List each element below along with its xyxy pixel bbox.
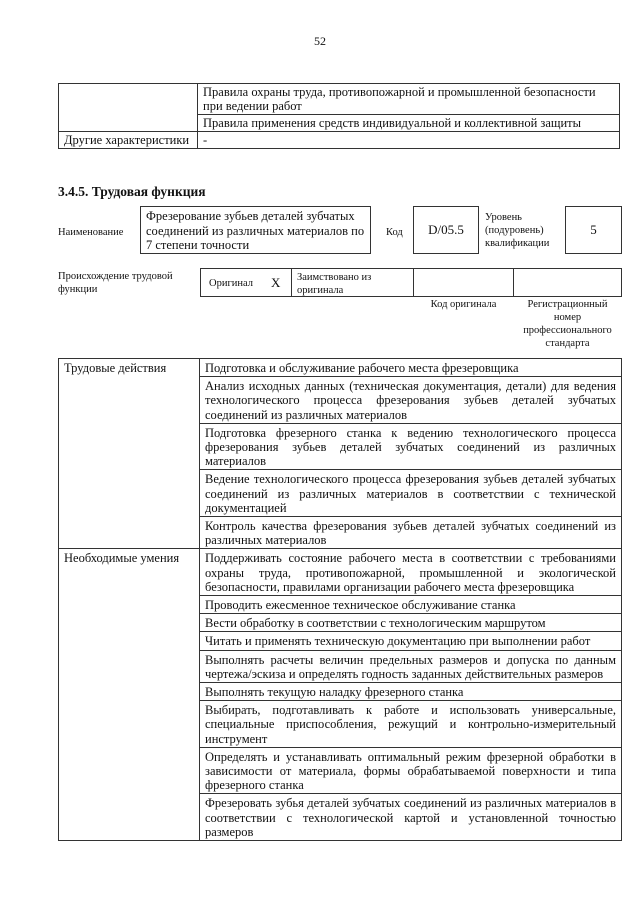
row-value: - xyxy=(198,132,620,149)
code-value: D/05.5 xyxy=(428,222,464,237)
original-label: Оригинал xyxy=(209,278,253,289)
level-box xyxy=(565,206,622,254)
table-row xyxy=(59,84,620,115)
row-value: Правила охраны труда, противопожарной и промышленной безопасности при ведении работ xyxy=(198,84,620,115)
origin-label: Происхождение трудовой функции xyxy=(58,271,173,295)
code-label: Код xyxy=(386,227,403,238)
labor-function-table xyxy=(58,358,622,841)
list-item: Определять и устанавливать оптимальный режим фрезерной обработки в зависимости от материала, формы обрабатываемой поверхности и типа фрезерного станка xyxy=(200,747,622,794)
list-item: Выполнять текущую наладку фрезерного станка xyxy=(200,683,622,701)
reg-number-box xyxy=(513,268,622,297)
table-row xyxy=(59,132,620,149)
list-item: Выполнять расчеты величин предельных размеров и допуска по данным чертежа/эскиза и определять годность заданных действительных размеров xyxy=(200,650,622,682)
row-label xyxy=(59,84,198,132)
page-number: 52 xyxy=(314,34,326,48)
row-label: Другие характеристики xyxy=(59,132,198,149)
level-value: 5 xyxy=(590,222,597,237)
borrowed-label: Заимствовано из оригинала xyxy=(297,272,372,296)
list-item: Контроль качества фрезерования зубьев деталей зубчатых соединений из различных материалов xyxy=(200,517,622,549)
table-row xyxy=(59,359,622,377)
section-title: 3.4.5. Трудовая функция xyxy=(58,184,206,199)
top-requirements-table xyxy=(58,83,620,149)
list-item: Поддерживать состояние рабочего места в соответствии с требованиями охраны труда, противопожарной, промышленной и экологической безопасности, правилами организации рабочего места фрезеровщика xyxy=(200,549,622,596)
function-name: Фрезерование зубьев деталей зубчатых соединений из различных материалов по 7 степени точности xyxy=(146,209,365,252)
list-item: Читать и применять техническую документацию при выполнении работ xyxy=(200,632,622,650)
group-label: Трудовые действия xyxy=(59,359,200,549)
code-box xyxy=(413,206,479,254)
list-item: Проводить ежесменное техническое обслуживание станка xyxy=(200,596,622,614)
name-label: Наименование xyxy=(58,227,124,238)
group-label: Необходимые умения xyxy=(59,549,200,841)
original-box xyxy=(200,268,292,297)
original-mark: X xyxy=(271,275,281,290)
code-original-box xyxy=(413,268,514,297)
list-item: Выбирать, подготавливать к работе и использовать универсальные, специальные приспособления, режущий и контрольно-измерительный инструмент xyxy=(200,701,622,748)
function-name-box xyxy=(140,206,371,254)
list-item: Вести обработку в соответствии с технологическим маршрутом xyxy=(200,614,622,632)
list-item: Подготовка фрезерного станка к ведению технологического процесса фрезерования зубьев деталей зубчатых соединений из различных материалов xyxy=(200,423,622,470)
list-item: Анализ исходных данных (техническая документация, детали) для ведения технологического процесса фрезерования зубьев деталей зубчатых соединений из различных материалов xyxy=(200,377,622,424)
code-original-caption: Код оригинала xyxy=(430,299,497,310)
reg-number-caption: Регистрационный номер профессионального стандарта xyxy=(523,299,612,349)
list-item: Подготовка и обслуживание рабочего места фрезеровщика xyxy=(200,359,622,377)
level-label: Уровень (подуровень) квалификации xyxy=(485,212,550,249)
list-item: Фрезеровать зубья деталей зубчатых соединений из различных материалов в соответствии с технологической картой и установленной точностью размеров xyxy=(200,794,622,841)
table-row xyxy=(59,549,622,596)
row-value: Правила применения средств индивидуальной и коллективной защиты xyxy=(198,115,620,132)
list-item: Ведение технологического процесса фрезерования зубьев деталей зубчатых соединений из различных материалов в соответствии с технической документацией xyxy=(200,470,622,517)
borrowed-box xyxy=(291,268,414,297)
